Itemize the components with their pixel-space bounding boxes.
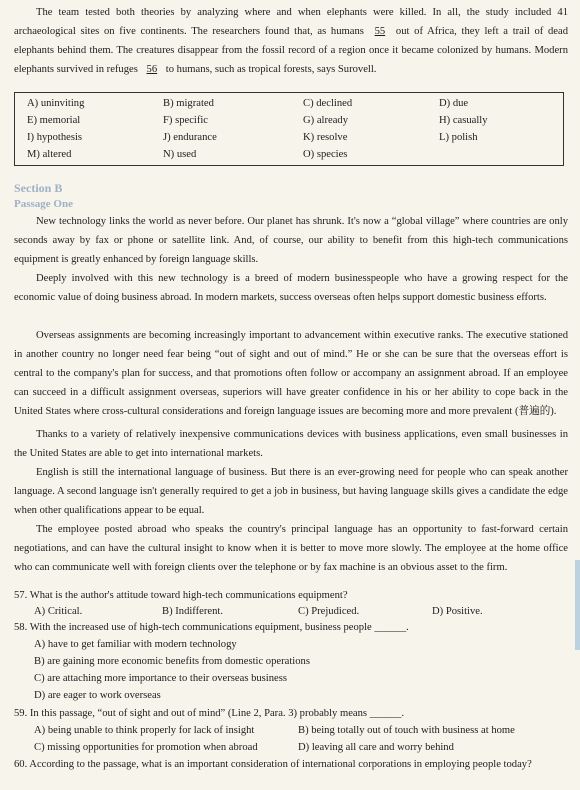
- question-59-option: A) being unable to think properly for lack of insight: [34, 725, 255, 736]
- word-bank-item: H) casually: [439, 115, 488, 126]
- question-57-option: C) Prejudiced.: [298, 606, 360, 617]
- passage-paragraph-1: New technology links the world as never before. Our planet has shrunk. It's now a “global village” where countries are only seconds away by fax or phone or satellite link. And, of course, our ability to benefit from this high-tech communications equipment is greatly enhanced by foreign language skills.: [14, 216, 568, 265]
- passage-title: Passage One: [14, 198, 73, 210]
- passage-paragraph-4: Thanks to a variety of relatively inexpensive communications devices with business applications, even small businesses in the United States are able to get into international markets.: [14, 429, 568, 459]
- question-58-option: A) have to get familiar with modern technology: [34, 639, 237, 650]
- question-59-option: B) being totally out of touch with business at home: [298, 725, 515, 736]
- question-58-option: B) are gaining more economic benefits from domestic operations: [34, 656, 310, 667]
- top-paragraph-part1: The team tested both theories by analyzing where and when elephants were killed. In all, the study included 41 archaeological sites on five continents. The researchers found that, as humans: [14, 7, 568, 37]
- word-bank-item: A) uninviting: [27, 98, 85, 109]
- word-bank-item: F) specific: [163, 115, 209, 126]
- question-57-option: A) Critical.: [34, 606, 83, 617]
- word-bank-item: N) used: [163, 149, 197, 160]
- passage-paragraph-3: Overseas assignments are becoming increasingly important to advancement within executive ranks. The executive stationed in another country no longer need fear being “out of sight and out of mind.” He or she can be sure that the overseas effort is central to the company's plan for success, and that promotions often follow or accompany an assignment abroad. If an employee can succeed in a difficult assignment overseas, superiors will have greater confidence in his or her ability to cope back in the United States where cross-cultural considerations and foreign language issues are becoming more and more prevalent (普遍的).: [14, 330, 568, 417]
- top-paragraph-part2: out of Africa, they left a trail of dead elephants behind them. The creatures disappear from the fossil record of a region once it became colonized by humans. Modern elephants survived in refuges: [14, 25, 569, 75]
- passage-paragraph-2: Deeply involved with this new technology is a breed of modern businesspeople who have a growing respect for the economic value of doing business abroad. In modern markets, success overseas often helps support domestic business efforts.: [14, 273, 568, 303]
- top-paragraph-part3: to humans, such as tropical forests, says Surovell.: [165, 63, 377, 75]
- word-bank-box: [14, 92, 564, 166]
- blank-55: 55: [374, 25, 386, 37]
- passage-paragraph-6: The employee posted abroad who speaks the country's principal language has an opportunity to fast-forward certain negotiations, and can have the cultural insight to know when it is better to move more slowly. The employee at the home office who can communicate well with foreign clients over the telephone or by fax machine is an obvious asset to the firm.: [14, 524, 568, 573]
- word-bank-item: I) hypothesis: [27, 132, 83, 143]
- word-bank-item: G) already: [303, 115, 348, 126]
- word-bank-item: E) memorial: [27, 115, 81, 126]
- passage-paragraph-5: English is still the international language of business. But there is an ever-growing need for people who can speak another language. A second language isn't generally required to get a job in business, but having language skills gives a candidate the edge when other qualifications appear to be equal.: [14, 467, 568, 516]
- section-title: Section B: [14, 181, 63, 195]
- word-bank-item: K) resolve: [303, 132, 348, 143]
- question-60-stem: 60. According to the passage, what is an important consideration of international corporations in employing people today?: [14, 759, 532, 770]
- page-edge-tab: [575, 560, 580, 650]
- word-bank-item: M) altered: [27, 149, 72, 160]
- word-bank-item: B) migrated: [163, 98, 214, 109]
- top-paragraph: [14, 4, 568, 80]
- blank-56: 56: [146, 63, 158, 75]
- question-59-stem: 59. In this passage, “out of sight and out of mind” (Line 2, Para. 3) probably means ______.: [14, 708, 405, 719]
- word-bank-item: D) due: [439, 98, 469, 109]
- word-bank-item: J) endurance: [163, 132, 217, 143]
- question-58-stem: 58. With the increased use of high-tech communications equipment, business people ______.: [14, 622, 409, 633]
- word-bank-item: O) species: [303, 149, 348, 160]
- question-59-option: C) missing opportunities for promotion when abroad: [34, 742, 258, 753]
- question-58-option: D) are eager to work overseas: [34, 690, 161, 701]
- question-57-option: B) Indifferent.: [162, 606, 223, 617]
- word-bank-item: C) declined: [303, 98, 353, 109]
- question-59-option: D) leaving all care and worry behind: [298, 742, 454, 753]
- word-bank-item: L) polish: [439, 132, 478, 143]
- question-57-stem: 57. What is the author's attitude toward high-tech communications equipment?: [14, 590, 348, 601]
- question-58-option: C) are attaching more importance to their overseas business: [34, 673, 287, 684]
- question-57-option: D) Positive.: [432, 606, 483, 617]
